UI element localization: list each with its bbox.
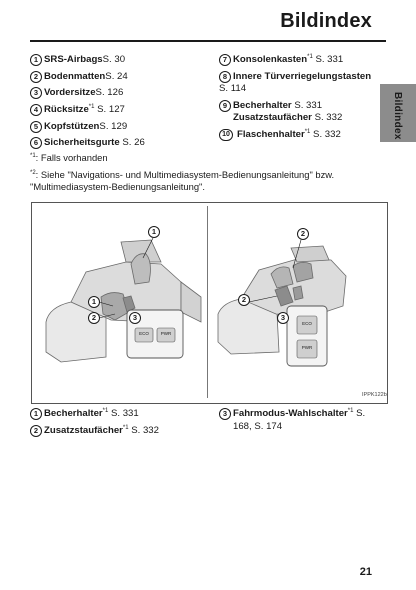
item-label: Konsolenkasten <box>233 54 308 65</box>
callout-number: 1 <box>88 296 100 308</box>
item-label: Bodenmatten <box>44 70 106 82</box>
footnote-text: : Falls vorhanden <box>35 152 108 163</box>
page-number: 21 <box>359 566 372 578</box>
item-label: Innere Türverriegelungstasten <box>233 70 372 82</box>
item-label: Kopfstützen <box>44 120 100 132</box>
item-label-2: Zusatzstaufächer <box>233 112 312 124</box>
eco-label: ECO <box>302 321 312 326</box>
figure-id: IPPK122b <box>362 392 387 398</box>
list-item <box>30 71 200 84</box>
item-number: 8 <box>219 71 231 83</box>
item-number: 6 <box>30 137 42 149</box>
item-number: 2 <box>30 425 42 437</box>
item-number: 1 <box>30 54 42 66</box>
page-ref: S. 126 <box>95 87 124 99</box>
footnote-text: : Siehe "Navigations- und Multimediasystem-Bedienungsanleitung" bzw. "Multimediasystem-Bedienungsanleitung". <box>30 169 335 192</box>
list-item <box>30 121 200 134</box>
footnote-mark: *1 <box>307 53 313 60</box>
item-number: 7 <box>219 54 231 66</box>
item-label: Fahrmodus-Wahlschalter <box>233 408 348 419</box>
page-ref: S. 24 <box>105 70 128 82</box>
page-ref: S. 331 <box>291 99 323 111</box>
header-rule <box>30 40 386 42</box>
figure-legend-left <box>30 408 205 441</box>
footnote-mark: *2 <box>30 169 36 176</box>
item-number: 10 <box>219 129 233 141</box>
page-title: Bildindex <box>280 10 372 32</box>
item-label: SRS-Airbags <box>44 54 103 65</box>
list-item <box>219 54 379 67</box>
page-ref: S. 30 <box>102 54 126 65</box>
callout-number: 3 <box>277 312 289 324</box>
page-ref: S. 114 <box>219 83 247 95</box>
item-number: 9 <box>219 100 231 112</box>
callout-number: 1 <box>148 226 160 238</box>
list-item <box>30 104 200 117</box>
footnote-mark: *1 <box>304 128 311 135</box>
item-number: 3 <box>219 408 231 420</box>
footnotes <box>30 152 360 198</box>
item-number: 4 <box>30 104 42 116</box>
pwr-label: PWR <box>301 345 313 350</box>
list-item <box>30 54 200 67</box>
console-drawings <box>31 202 387 402</box>
item-label: Flaschenhalter <box>237 129 305 141</box>
footnote-2 <box>30 169 360 193</box>
item-label: Sicherheitsgurte <box>44 137 120 149</box>
list-item <box>219 71 379 96</box>
pwr-label: PWR <box>160 331 172 336</box>
side-tab-label: Bildindex <box>392 92 403 140</box>
footnote-mark: *1 <box>88 103 95 110</box>
eco-label: ECO <box>139 331 149 336</box>
item-number: 3 <box>30 87 42 99</box>
list-item <box>30 408 205 421</box>
footnote-mark: *1 <box>347 407 354 414</box>
footnote-mark: *1 <box>102 407 109 414</box>
page-ref: S. 332 <box>128 424 159 436</box>
page-ref: S. 26 <box>119 137 145 149</box>
footnote-1 <box>30 152 360 164</box>
page-ref-2: S. 332 <box>311 112 343 124</box>
page-ref: S. 331 <box>108 408 139 419</box>
list-item <box>219 129 379 142</box>
callout-number: 2 <box>88 312 100 324</box>
page-ref: S. 331 <box>312 54 344 65</box>
figure-legend-right <box>219 408 379 437</box>
list-item <box>30 425 205 438</box>
callout-number: 2 <box>238 294 250 306</box>
item-label: Becherhalter <box>233 99 292 111</box>
page-ref: S. 129 <box>99 120 128 132</box>
item-number: 1 <box>30 408 42 420</box>
callout-number: 2 <box>297 228 309 240</box>
footnote-mark: *1 <box>30 152 36 159</box>
list-item <box>30 137 200 150</box>
footnote-mark: *1 <box>122 424 129 431</box>
page-ref: S. 168, S. 174 <box>233 408 366 432</box>
item-label: Becherhalter <box>44 408 103 419</box>
item-label: Rücksitze <box>44 104 89 116</box>
list-item <box>219 408 379 433</box>
page-ref: S. 332 <box>310 129 341 141</box>
item-number: 5 <box>30 121 42 133</box>
item-label: Zusatzstaufächer <box>44 424 123 436</box>
index-list-right <box>219 54 379 146</box>
right-switch-inset <box>287 306 327 366</box>
item-label: Vordersitze <box>44 87 96 99</box>
item-number: 2 <box>30 71 42 83</box>
callout-number: 3 <box>129 312 141 324</box>
list-item <box>219 100 379 125</box>
list-item <box>30 87 200 100</box>
index-list-left <box>30 54 200 154</box>
page-ref: S. 127 <box>94 104 125 116</box>
